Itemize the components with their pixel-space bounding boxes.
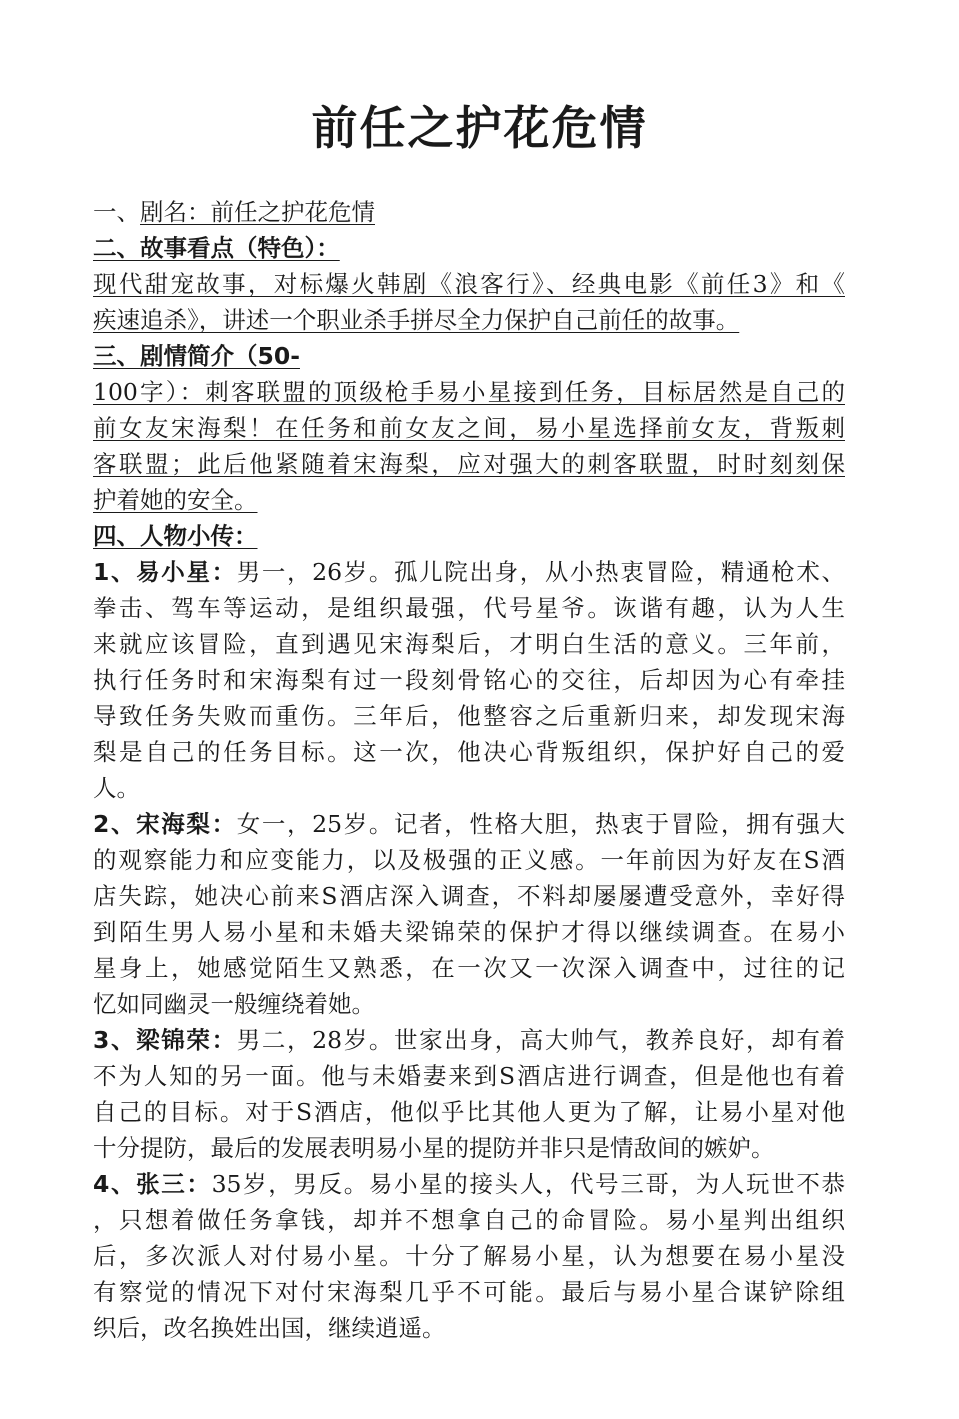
character-text-line: 店失踪，她决心前来S酒店深入调查，不料却屡屡遭受意外，幸好得 bbox=[93, 882, 845, 910]
character-text-line: 自己的目标。对于S酒店，他似乎比其他人更为了解，让易小星对他 bbox=[93, 1098, 845, 1126]
section3-line: 前女友宋海梨！在任务和前女友之间，易小星选择前女友，背叛刺 bbox=[93, 414, 845, 442]
character-text-line: 不为人知的另一面。他与未婚妻来到S酒店进行调查，但是他也有着 bbox=[93, 1062, 845, 1090]
character-entry-first-line bbox=[93, 806, 845, 842]
character-text-line: 拳击、驾车等运动，是组织最强，代号星爷。诙谐有趣，认为人生 bbox=[93, 594, 845, 622]
character-text-line: 来就应该冒险，直到遇见宋海梨后，才明白生活的意义。三年前， bbox=[93, 630, 845, 658]
character-text-line: 执行任务时和宋海梨有过一段刻骨铭心的交往，后却因为心有牵挂 bbox=[93, 666, 845, 694]
section1-value: 前任之护花危情 bbox=[210, 198, 375, 226]
document-body bbox=[93, 194, 845, 1346]
character-text: 35岁，男反。易小星的接头人，代号三哥，为人玩世不恭 bbox=[211, 1170, 845, 1198]
character-text-line: 人。 bbox=[93, 774, 140, 802]
character-text-line: 织后，改名换姓出国，继续逍遥。 bbox=[93, 1314, 446, 1342]
section1-prefix: 一、 bbox=[93, 198, 140, 226]
section4-heading: 四、人物小传： bbox=[93, 522, 258, 550]
character-text-line: 忆如同幽灵一般缠绕着她。 bbox=[93, 990, 375, 1018]
character-text-line: 有察觉的情况下对付宋海梨几乎不可能。最后与易小星合谋铲除组 bbox=[93, 1278, 845, 1306]
character-text-line: 的观察能力和应变能力，以及极强的正义感。一年前因为好友在S酒 bbox=[93, 846, 845, 874]
section3-line: 护着她的安全。 bbox=[93, 486, 258, 514]
section3-line: 客联盟；此后他紧随着宋海梨，应对强大的刺客联盟，时时刻刻保 bbox=[93, 450, 845, 478]
character-text-line: 十分提防，最后的发展表明易小星的提防并非只是情敌间的嫉妒。 bbox=[93, 1134, 775, 1162]
character-entry-first-line bbox=[93, 554, 845, 590]
character-entry-first-line bbox=[93, 1022, 845, 1058]
character-text: 男一，26岁。孤儿院出身，从小热衷冒险，精通枪术、 bbox=[236, 558, 845, 586]
section3-heading: 三、剧情简介（50- bbox=[93, 342, 300, 370]
character-name: 3、梁锦荣： bbox=[93, 1026, 237, 1054]
character-text: 女一，25岁。记者，性格大胆，热衷于冒险，拥有强大 bbox=[236, 810, 845, 838]
character-text-line: ，只想着做任务拿钱，却并不想拿自己的命冒险。易小星判出组织 bbox=[93, 1206, 845, 1234]
character-entry-first-line bbox=[93, 1166, 845, 1202]
character-text-line: 到陌生男人易小星和未婚夫梁锦荣的保护才得以继续调查。在易小 bbox=[93, 918, 845, 946]
character-name: 1、易小星： bbox=[93, 558, 237, 586]
document-title: 前任之护花危情 bbox=[311, 101, 648, 155]
section2-heading: 二、故事看点（特色）： bbox=[93, 234, 340, 262]
character-text-line: 梨是自己的任务目标。这一次，他决心背叛组织，保护好自己的爱 bbox=[93, 738, 845, 766]
character-text-line: 星身上，她感觉陌生又熟悉，在一次又一次深入调查中，过往的记 bbox=[93, 954, 845, 982]
character-text-line: 导致任务失败而重伤。三年后，他整容之后重新归来，却发现宋海 bbox=[93, 702, 845, 730]
section1-label: 剧名： bbox=[140, 198, 211, 226]
character-text: 男二，28岁。世家出身，高大帅气，教养良好，却有着 bbox=[236, 1026, 845, 1054]
character-name: 4、张三： bbox=[93, 1170, 212, 1198]
character-text-line: 后，多次派人对付易小星。十分了解易小星，认为想要在易小星没 bbox=[93, 1242, 845, 1270]
section-title-name bbox=[93, 194, 845, 230]
section2-line: 现代甜宠故事，对标爆火韩剧《浪客行》、经典电影《前任3》和《 bbox=[93, 270, 845, 298]
section3-line: 100字）：刺客联盟的顶级枪手易小星接到任务，目标居然是自己的 bbox=[93, 378, 845, 406]
section2-line: 疾速追杀》，讲述一个职业杀手拼尽全力保护自己前任的故事。 bbox=[93, 306, 740, 334]
character-name: 2、宋海梨： bbox=[93, 810, 237, 838]
